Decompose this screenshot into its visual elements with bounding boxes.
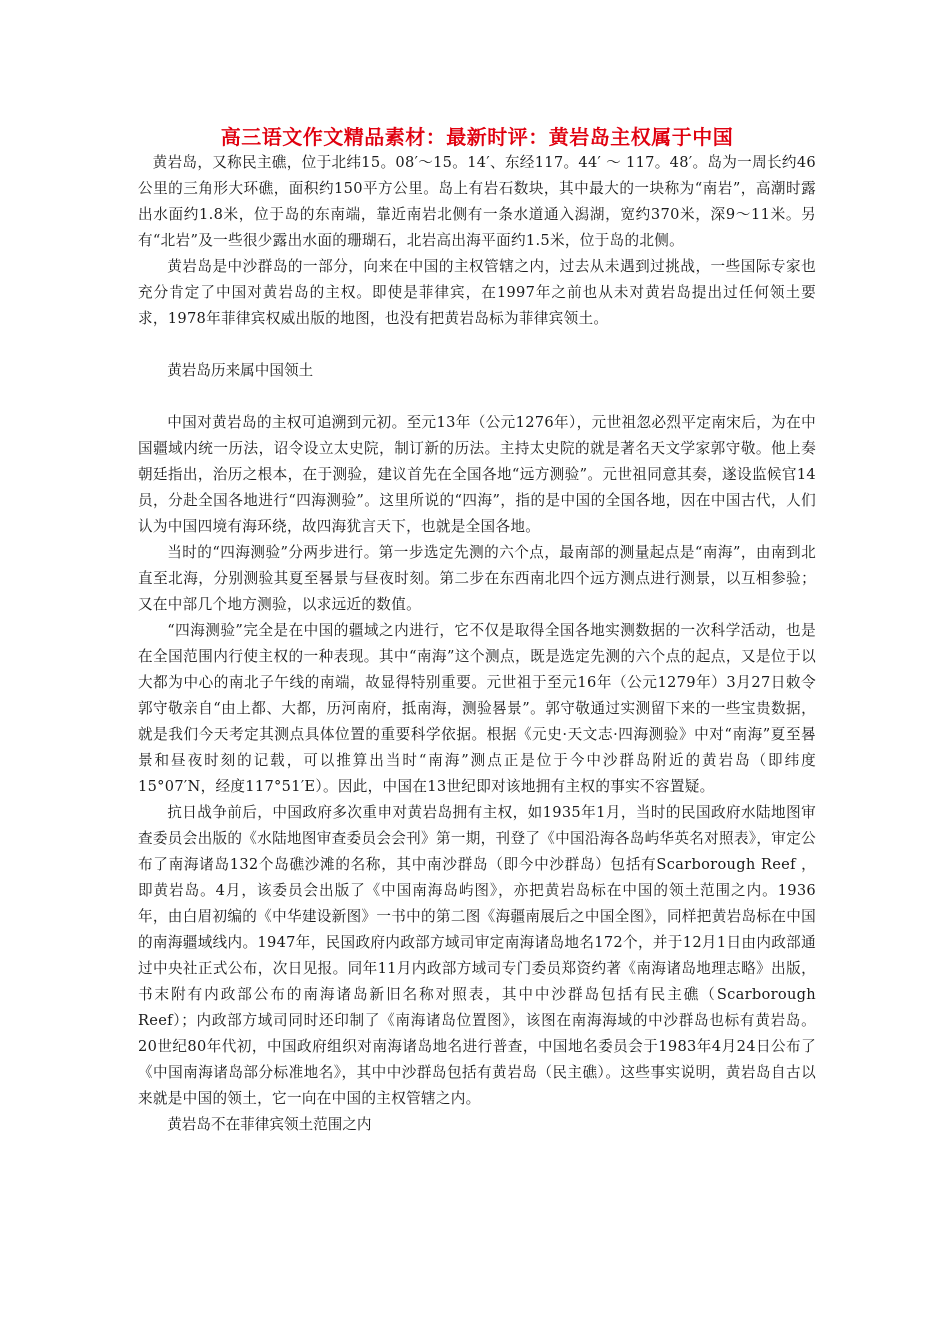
intro-paragraph-2: 黄岩岛是中沙群岛的一部分，向来在中国的主权管辖之内，过去从未遇到过挑战，一些国际专家也充分肯定了中国对黄岩岛的主权。即使是菲律宾，在1997年之前也从未对黄岩岛提出过任何领土要求，1978年菲律宾权威出版的地图，也没有把黄岩岛标为菲律宾领土。 (138, 258, 816, 327)
section1-paragraph-4: 抗日战争前后，中国政府多次重申对黄岩岛拥有主权，如1935年1月，当时的民国政府水陆地图审查委员会出版的《水陆地图审查委员会会刊》第一期，刊登了《中国沿海各岛屿华英名对照表》，审定公布了南海诸岛132个岛礁沙滩的名称，其中南沙群岛（即今中沙群岛）包括有Scarborough Reef ，即黄岩岛。4月，该委员会出版了《中国南海岛屿图》，亦把黄岩岛标在中国的领土范围之内。1936年，由白眉初编的《中华建设新图》一书中的第二图《海疆南展后之中国全图》，同样把黄岩岛标在中国的南海疆域线内。1947年，民国政府内政部方域司审定南海诸岛地名172个，并于12月1日由内政部通过中央社正式公布，次日见报。同年11月内政部方域司专门委员郑资约著《南海诸岛地理志略》出版，书末附有内政部公布的南海诸岛新旧名称对照表，其中中沙群岛包括有民主礁（Scarborough Reef）；内政部方域司同时还印制了《南海诸岛位置图》，该图在南海海域的中沙群岛也标有黄岩岛。20世纪80年代初，中国政府组织对南海诸岛地名进行普查，中国地名委员会于1983年4月24日公布了《中国南海诸岛部分标准地名》，其中中沙群岛包括有黄岩岛（民主礁）。这些事实说明，黄岩岛自古以来就是中国的领土，它一向在中国的主权管辖之内。 (138, 804, 816, 1107)
section-heading-history: 黄岩岛历来属中国领土 (167, 362, 314, 379)
section-heading-philippines: 黄岩岛不在菲律宾领土范围之内 (167, 1116, 372, 1133)
intro-paragraph-1: 黄岩岛，又称民主礁，位于北纬15。08′～15。14′、东经117。44′ ～ 117。48′。岛为一周长约46公里的三角形大环礁，面积约150平方公里。岛上有岩石数块，其中最大的一块称为“南岩”，高潮时露出水面约1.8米，位于岛的东南端，靠近南岩北侧有一条水道通入潟湖，宽约370米，深9～11米。另有“北岩”及一些很少露出水面的珊瑚石，北岩高出海平面约1.5米，位于岛的北侧。 (138, 154, 816, 249)
section1-paragraph-3: “四海测验”完全是在中国的疆域之内进行，它不仅是取得全国各地实测数据的一次科学活动，也是在全国范围内行使主权的一种表现。其中“南海”这个测点，既是选定先测的六个点的起点，又是位于以大都为中心的南北子午线的南端，故显得特别重要。元世祖于至元16年（公元1279年）3月27日敕令郭守敬亲自“由上都、大都，历河南府，抵南海，测验晷景”。郭守敬通过实测留下来的一些宝贵数据，就是我们今天考定其测点具体位置的重要科学依据。根据《元史·天文志·四海测验》中对“南海”夏至晷景和昼夜时刻的记载，可以推算出当时“南海”测点正是位于今中沙群岛附近的黄岩岛（即纬度15°07′N，经度117°51′E）。因此，中国在13世纪即对该地拥有主权的事实不容置疑。 (138, 622, 816, 795)
spacer (138, 384, 816, 410)
section1-paragraph-1: 中国对黄岩岛的主权可追溯到元初。至元13年（公元1276年），元世祖忽必烈平定南宋后，为在中国疆域内统一历法，诏令设立太史院，制订新的历法。主持太史院的就是著名天文学家郭守敬。他上奏朝廷指出，治历之根本，在于测验，建议首先在全国各地“远方测验”。元世祖同意其奏，遂设监候官14员，分赴全国各地进行“四海测验”。这里所说的“四海”，指的是中国的全国各地，因在中国古代，人们认为中国四境有海环绕，故四海犹言天下，也就是全国各地。 (138, 414, 816, 535)
section1-paragraph-2: 当时的“四海测验”分两步进行。第一步选定先测的六个点，最南部的测量起点是“南海”，由南到北直至北海，分别测验其夏至晷景与昼夜时刻。第二步在东西南北四个远方测点进行测景，以互相参验；又在中部几个地方测验，以求远近的数值。 (138, 544, 816, 613)
document-title: 高三语文作文精品素材：最新时评：黄岩岛主权属于中国 (220, 125, 734, 149)
spacer (138, 332, 816, 358)
document-page (138, 124, 816, 1138)
